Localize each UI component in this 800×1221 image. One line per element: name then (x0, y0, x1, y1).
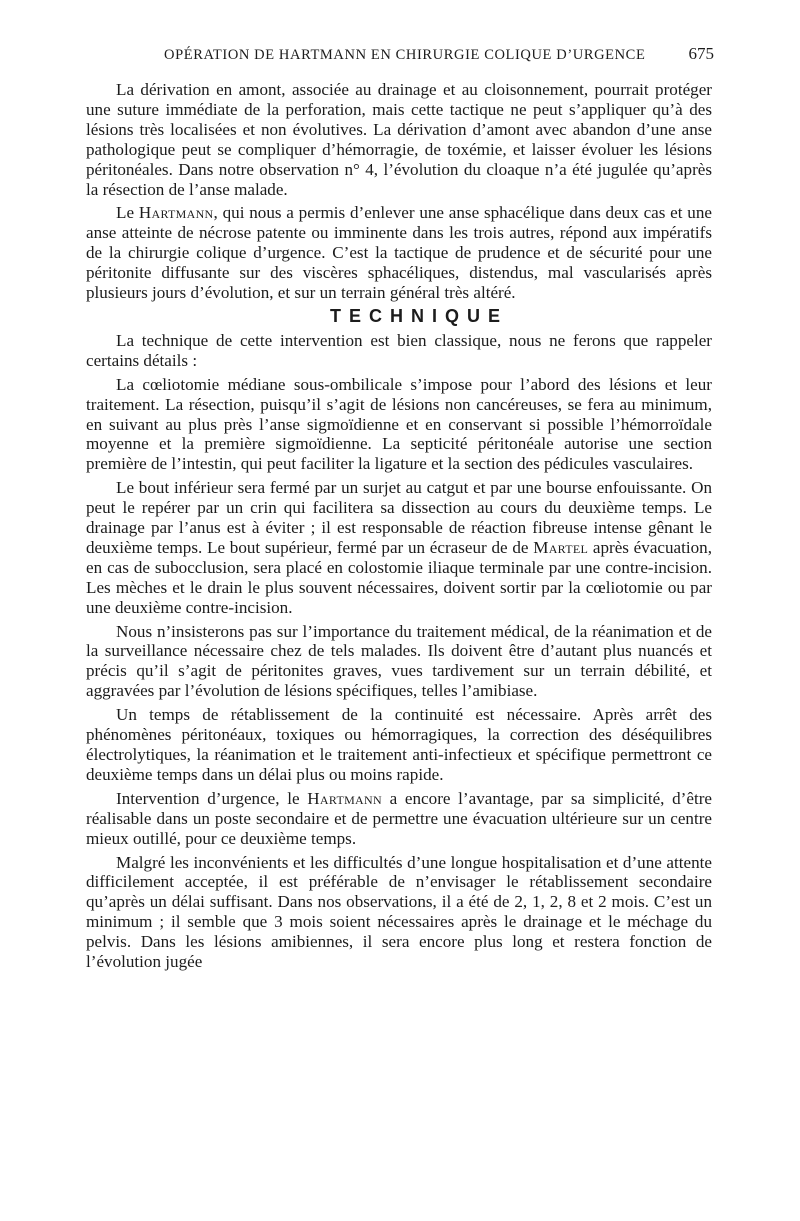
running-head (88, 44, 714, 64)
article-body (86, 80, 712, 976)
text-segment: Intervention d’urgence, le (116, 788, 308, 808)
paragraph-intervention-urgence (86, 789, 712, 849)
paragraph-technique-intro: La technique de cette intervention est bien classique, nous ne ferons que rappeler certains détails : (86, 330, 712, 370)
paragraph-retablissement: Un temps de rétablissement de la continuité est nécessaire. Après arrêt des phénomènes péritonéaux, toxiques ou hémorragiques, la correction des déséquilibres électrolytiques, la réanimation et le traitement anti-infectieux et spécifique permettront ce deuxième temps dans un délai plus ou moins rapide. (86, 705, 712, 784)
paragraph-traitement-medical: Nous n’insisterons pas sur l’importance du traitement médical, de la réanimation et de la surveillance nécessaire chez de tels malades. Ils doivent être d’autant plus nuancés et précis qu’il s’agit de péritonites graves, vues tardivement sur un terrain débilité, et aggravées par l’évolution de lésions spécifiques, telles l’amibiase. (86, 621, 712, 701)
paragraph-delai: Malgré les inconvénients et les difficultés d’une longue hospitalisation et d’une attente difficilement acceptée, il est préférable de n’envisager le rétablissement secondaire qu’après un délai suffisant. Dans nos observations, il a été de 2, 1, 2, 8 et 2 mois. C’est un minimum ; il semble que 3 mois soient nécessaires après le drainage et le méchage du pelvis. Dans les lésions amibiennes, il sera encore plus long et restera fonction de l’évolution jugée (86, 852, 712, 972)
section-heading: TECHNIQUE (329, 305, 508, 326)
paragraph-hartmann-tactic (86, 203, 712, 303)
running-title: OPÉRATION DE HARTMANN EN CHIRURGIE COLIQUE D’URGENCE (164, 47, 646, 63)
author-name: Martel (533, 537, 589, 557)
author-name: Hartmann (307, 788, 382, 808)
text-segment: après évacuation, en cas de subocclusion, sera placé en colostomie iliaque terminale par une contre-incision. Les mèches et le drain le plus souvent nécessaires, doivent sortir par la cœliotomie ou par une deuxième contre-incision. (86, 537, 712, 617)
paragraph-coeliotomie: La cœliotomie médiane sous-ombilicale s’impose pour l’abord des lésions et leur traitement. La résection, puisqu’il s’agit de lésions non cancéreuses, se fera au minimum, en suivant au plus près l’anse sigmoïdienne et en conservant si possible l’hémorroïdale moyenne et la première sigmoïdienne. La septicité péritonéale autorise une section première de l’intestin, qui peut faciliter la ligature et la section des pédicules vasculaires. (86, 374, 712, 474)
text-segment: Le (116, 203, 139, 223)
paragraph-derivation: La dérivation en amont, associée au drainage et au cloisonnement, pourrait protéger une suture immédiate de la perforation, mais cette tactique ne peut s’appliquer qu’à des lésions très localisées et non évolutives. La dérivation d’amont avec abandon d’une anse pathologique peut se compliquer d’hémorragie, de toxémie, et laisser évoluer les lésions péritonéales. Dans notre observation n° 4, l’évolution du cloaque n’a été jugulée qu’après la résection de l’anse malade. (86, 80, 712, 199)
paragraph-bout-inferieur (86, 478, 712, 617)
page-number: 675 (688, 44, 714, 63)
text-segment: , qui nous a permis d’enlever une anse sphacélique dans deux cas et une anse atteinte de nécrose patente ou imminente dans les trois autres, répond aux impératifs de la chirurgie colique d’urgence. C’est la tactique de prudence et de sécurité pour une péritonite diffusante sur des viscères sphacéliques, distendus, mal vascularisés après plusieurs jours d’évolution, et sur un terrain général très altéré. (86, 203, 712, 303)
author-name: Hartmann (138, 203, 214, 223)
text-segment: Le bout inférieur sera fermé par un surjet au catgut et par une bourse enfouissante. On peut le repérer par un crin qui facilitera sa dissection au cours du deuxième temps. Le drainage par l’anus est à éviter ; il est responsable de réaction fibreuse intense gênant le deuxième temps. Le bout supérieur, fermé par un écraseur de de (86, 478, 712, 557)
text-segment: a encore l’avantage, par sa simplicité, d’être réalisable dans un poste secondaire et de permettre une évacuation ultérieure sur un centre mieux outillé, pour ce deuxième temps. (86, 788, 712, 848)
